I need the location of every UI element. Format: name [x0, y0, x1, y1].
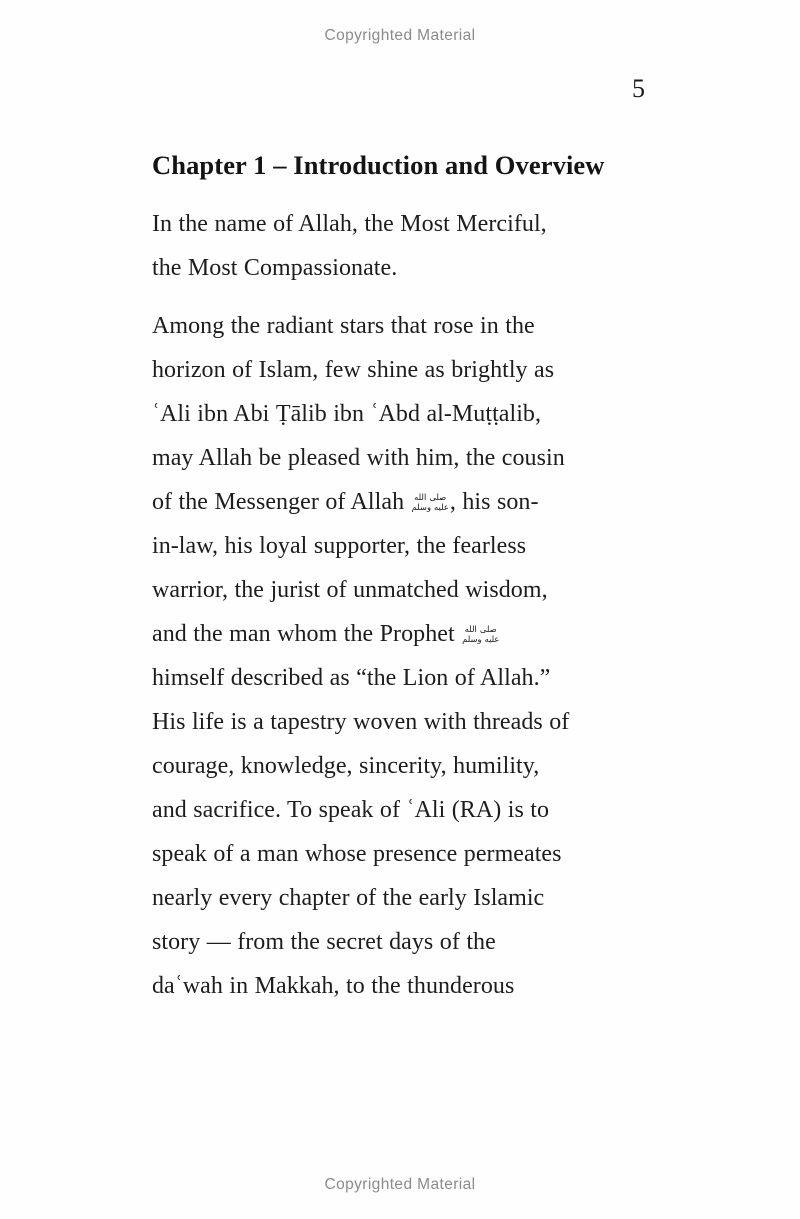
text-line: may Allah be pleased with him, the cousin	[152, 445, 565, 471]
copyright-watermark-bottom: Copyrighted Material	[324, 1176, 476, 1193]
text-line: His life is a tapestry woven with threads of	[152, 709, 570, 735]
text-line: horizon of Islam, few shine as brightly as	[152, 357, 555, 383]
text-segment: of the Messenger of Allah	[152, 489, 411, 515]
text-line: Among the radiant stars that rose in the	[152, 313, 535, 339]
text-line: daʿwah in Makkah, to the thunderous	[152, 973, 515, 999]
text-line-with-honorific	[152, 480, 648, 524]
text-line: ʿAli ibn Abi Ṭālib ibn ʿAbd al-Muṭṭalib,	[152, 401, 542, 427]
honorific-line-bottom: عليه وسلم	[462, 633, 500, 644]
honorific-sallallahu-alayhi-wasallam-icon	[412, 493, 449, 511]
text-line: the Most Compassionate.	[152, 255, 398, 281]
paragraph-introduction	[152, 304, 648, 1008]
text-line: story — from the secret days of the	[152, 929, 496, 955]
text-line: and sacrifice. To speak of ʿAli (RA) is to	[152, 797, 550, 823]
chapter-heading: Chapter 1 – Introduction and Overview	[152, 150, 605, 180]
text-block	[152, 148, 648, 1008]
honorific-sallallahu-alayhi-wasallam-icon	[462, 625, 499, 643]
text-line: warrior, the jurist of unmatched wisdom,	[152, 577, 548, 603]
text-line: In the name of Allah, the Most Merciful,	[152, 211, 547, 237]
text-segment: , his son-	[449, 489, 539, 515]
honorific-line-bottom: عليه وسلم	[411, 501, 449, 512]
honorific-line-top: صلى الله	[414, 492, 447, 503]
text-segment: and the man whom the Prophet	[152, 621, 462, 647]
honorific-line-top: صلى الله	[464, 624, 497, 635]
text-line: nearly every chapter of the early Islamic	[152, 885, 545, 911]
text-line-with-honorific	[152, 612, 648, 656]
text-line: in-law, his loyal supporter, the fearless	[152, 533, 527, 559]
text-line: speak of a man whose presence permeates	[152, 841, 562, 867]
text-line: courage, knowledge, sincerity, humility,	[152, 753, 540, 779]
paragraph-bismillah	[152, 202, 648, 290]
copyright-watermark-top: Copyrighted Material	[324, 27, 476, 44]
text-line: himself described as “the Lion of Allah.”	[152, 665, 551, 691]
page-number: 5	[632, 74, 645, 103]
